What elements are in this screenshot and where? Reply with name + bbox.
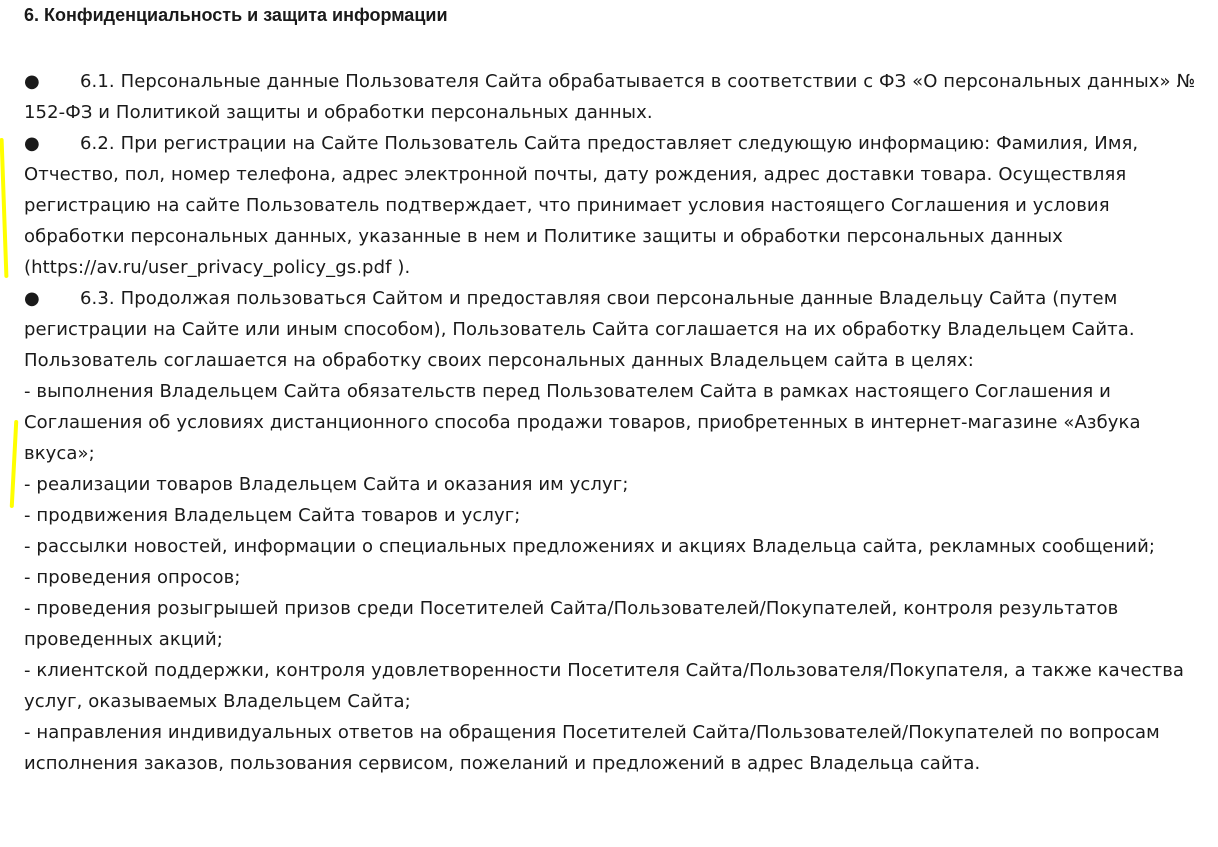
- bullet-icon: ●: [24, 133, 40, 154]
- purpose-item: - продвижения Владельцем Сайта товаров и услуг;: [24, 505, 521, 526]
- bullet-icon: ●: [24, 71, 40, 92]
- bullet-text: 6.1. Персональные данные Пользователя Сайта обрабатывается в соответствии с ФЗ «О персональных данных» № 152-ФЗ и Политикой защиты и обработки персональных данных.: [24, 71, 1196, 123]
- purpose-item: - клиентской поддержки, контроля удовлетворенности Посетителя Сайта/Пользователя/Покупателя, а также качества услуг, оказываемых Владельцем Сайта;: [24, 660, 1185, 712]
- yellow-highlight-mark: [0, 138, 8, 278]
- purpose-item: - проведения опросов;: [24, 567, 241, 588]
- bullet-text: 6.3. Продолжая пользоваться Сайтом и предоставляя свои персональные данные Владельцу Сайта (путем регистрации на Сайте или иным способом), Пользователь Сайта соглашается на их обработку Владельцем Сайта. Пользователь соглашается на обработку своих персональных данных Владельцем сайта в целях:: [24, 288, 1135, 371]
- section-heading: 6. Конфиденциальность и защита информации: [24, 5, 448, 25]
- bullet-icon: ●: [24, 288, 40, 309]
- purpose-item: - направления индивидуальных ответов на обращения Посетителей Сайта/Пользователей/Покупателей по вопросам исполнения заказов, пользования сервисом, пожеланий и предложений в адрес Владельца сайта.: [24, 722, 1160, 774]
- bullet-item-6-3: [24, 283, 1214, 376]
- document-section: [24, 0, 1214, 779]
- purpose-item: - проведения розыгрышей призов среди Посетителей Сайта/Пользователей/Покупателей, контроля результатов проведенных акций;: [24, 598, 1119, 650]
- purpose-item: - выполнения Владельцем Сайта обязательств перед Пользователем Сайта в рамках настоящего Соглашения и Соглашения об условиях дистанционного способа продажи товаров, приобретенных в интернет-магазине «Азбука вкуса»;: [24, 381, 1141, 464]
- purpose-item: - рассылки новостей, информации о специальных предложениях и акциях Владельца сайта, рекламных сообщений;: [24, 536, 1156, 557]
- section-body: [24, 66, 1214, 779]
- bullet-item-6-1: [24, 66, 1214, 128]
- purpose-item: - реализации товаров Владельцем Сайта и оказания им услуг;: [24, 474, 629, 495]
- yellow-highlight-mark: [10, 420, 19, 508]
- bullet-text: 6.2. При регистрации на Сайте Пользователь Сайта предоставляет следующую информацию: Фамилия, Имя, Отчество, пол, номер телефона, адрес электронной почты, дату рождения, адрес доставки товара. Осуществляя регистрацию на сайте Пользователь подтверждает, что принимает условия настоящего Соглашения и условия обработки персональных данных, указанные в нем и Политике защиты и обработки персональных данных (https://av.ru/user_privacy_policy_gs.pdf ).: [24, 133, 1139, 278]
- bullet-item-6-2: [24, 128, 1214, 283]
